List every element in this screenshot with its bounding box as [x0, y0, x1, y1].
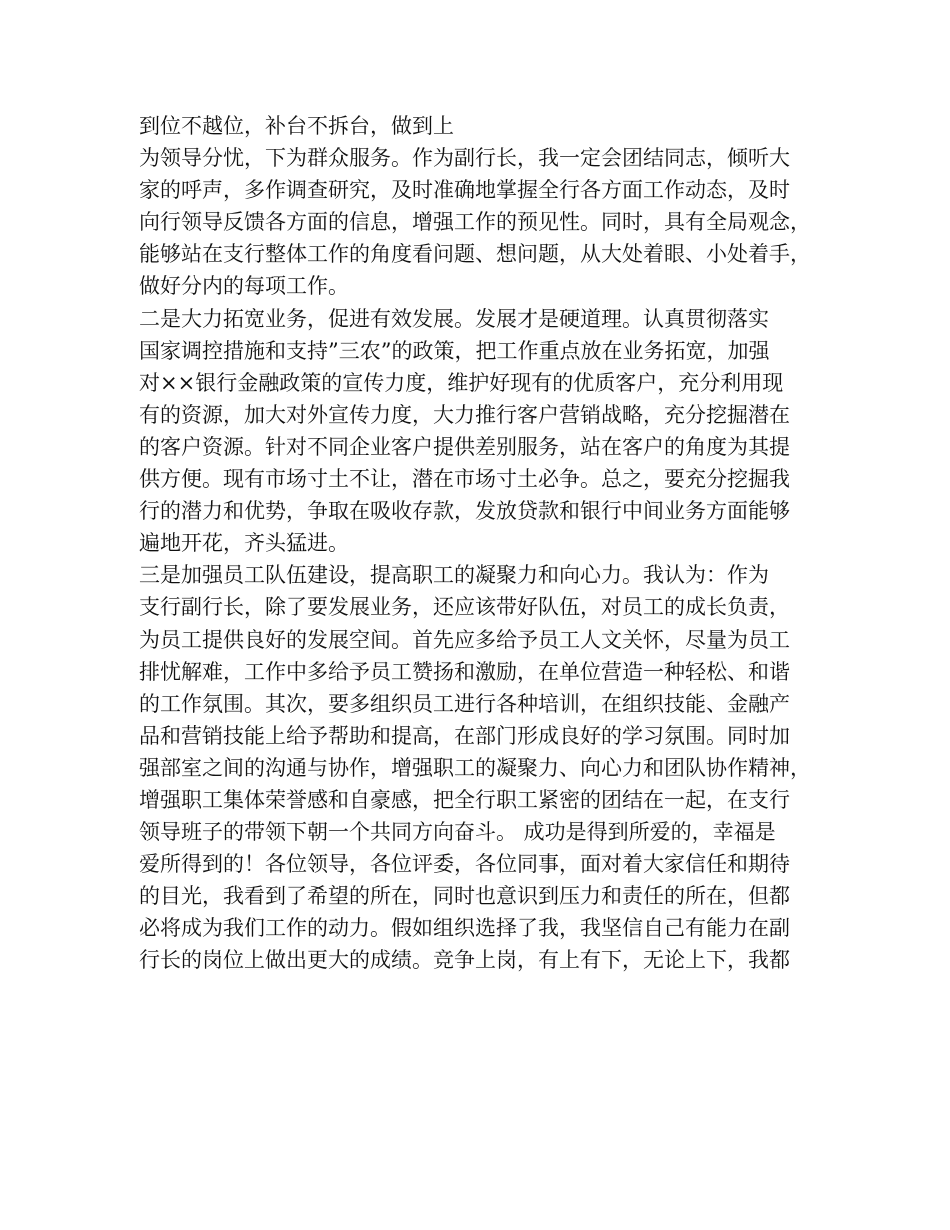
text-line: 做好分内的每项工作。 — [139, 274, 349, 299]
text-line: 供方便。现有市场寸土不让，潜在市场寸土必争。总之，要充分挖掘我 — [139, 467, 790, 492]
text-line: 二是大力拓宽业务，促进有效发展。发展才是硬道理。认真贯彻落实 — [139, 306, 769, 331]
text-line: 的目光，我看到了希望的所在，同时也意识到压力和责任的所在，但都 — [139, 884, 790, 909]
text-line: 遍地开花，齐头猛进。 — [139, 531, 349, 556]
text-line: 排忧解难，工作中多给予员工赞扬和激励，在单位营造一种轻松、和谐 — [139, 659, 790, 684]
text-line: 增强职工集体荣誉感和自豪感，把全行职工紧密的团结在一起，在支行 — [139, 787, 790, 812]
text-line: 必将成为我们工作的动力。假如组织选择了我，我坚信自己有能力在副 — [139, 916, 790, 941]
text-line: 三是加强员工队伍建设，提高职工的凝聚力和向心力。我认为：作为 — [139, 563, 769, 588]
text-line: 的客户资源。针对不同企业客户提供差别服务，站在客户的角度为其提 — [139, 434, 790, 459]
text-line: 支行副行长，除了要发展业务，还应该带好队伍，对员工的成长负责， — [139, 595, 790, 620]
text-line: 家的呼声，多作调查研究，及时准确地掌握全行各方面工作动态，及时 — [139, 178, 790, 203]
text-line: 品和营销技能上给予帮助和提高，在部门形成良好的学习氛围。同时加 — [139, 723, 790, 748]
text-line: 能够站在支行整体工作的角度看问题、想问题，从大处着眼、小处着手， — [139, 242, 811, 267]
text-line: 为员工提供良好的发展空间。首先应多给予员工人文关怀，尽量为员工 — [139, 627, 790, 652]
text-line: 爱所得到的！各位领导，各位评委，各位同事，面对着大家信任和期待 — [139, 852, 790, 877]
text-line: 到位不越位，补台不拆台，做到上 — [139, 114, 454, 138]
body-text — [139, 110, 839, 977]
text-line: 强部室之间的沟通与协作，增强职工的凝聚力、向心力和团队协作精神， — [139, 755, 811, 780]
text-line: 领导班子的带领下朝一个共同方向奋斗。 成功是得到所爱的，幸福是 — [139, 820, 776, 845]
text-line: 对××银行金融政策的宣传力度，维护好现有的优质客户，充分利用现 — [139, 370, 784, 395]
text-line: 国家调控措施和支持”三农”的政策，把工作重点放在业务拓宽，加强 — [139, 338, 770, 363]
text-line: 行的潜力和优势，争取在吸收存款，发放贷款和银行中间业务方面能够 — [139, 499, 790, 524]
text-line: 行长的岗位上做出更大的成绩。竞争上岗，有上有下，无论上下，我都 — [139, 948, 790, 973]
text-line: 有的资源，加大对外宣传力度，大力推行客户营销战略，充分挖掘潜在 — [139, 402, 790, 427]
text-line: 为领导分忧，下为群众服务。作为副行长，我一定会团结同志，倾听大 — [139, 146, 790, 171]
text-line: 的工作氛围。其次，要多组织员工进行各种培训，在组织技能、金融产 — [139, 691, 790, 716]
text-line: 向行领导反馈各方面的信息，增强工作的预见性。同时，具有全局观念， — [139, 210, 811, 235]
